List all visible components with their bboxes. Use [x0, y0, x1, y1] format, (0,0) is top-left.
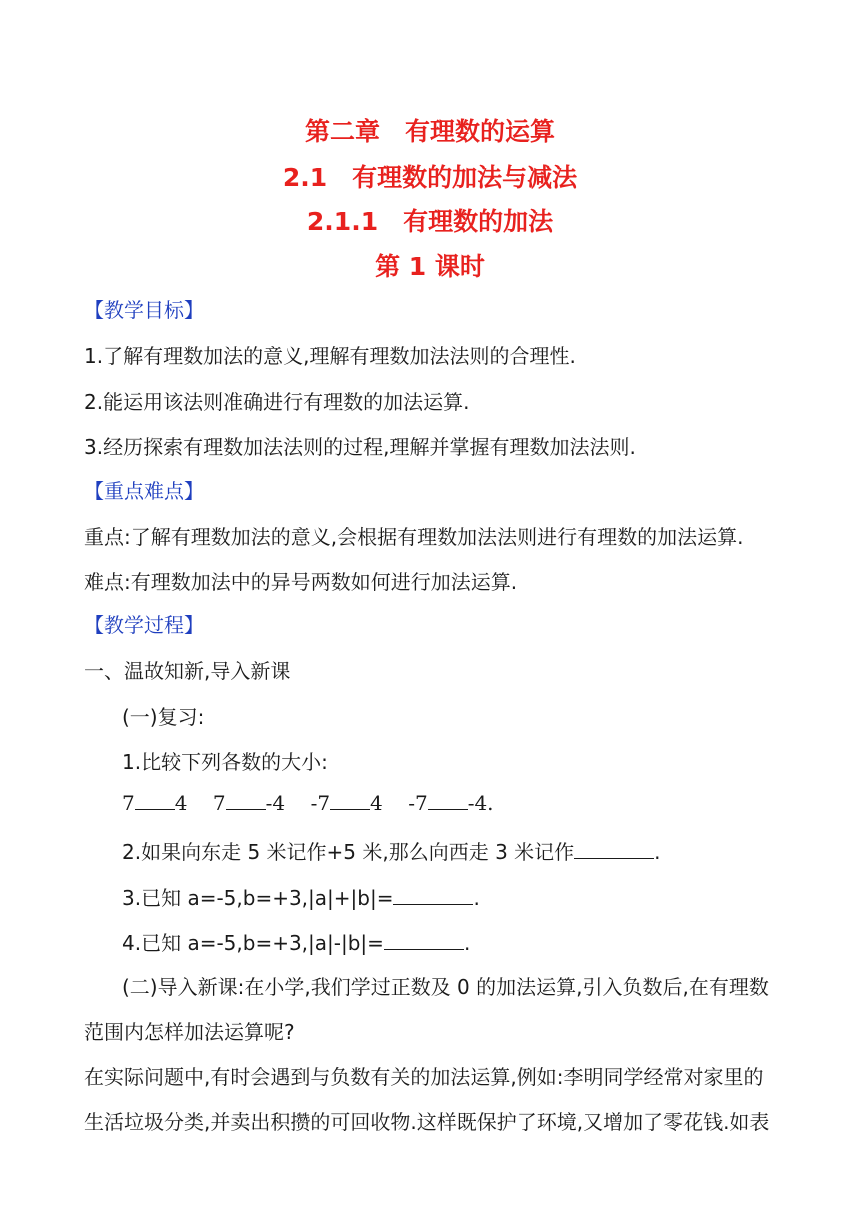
question-4 — [122, 927, 470, 956]
keypoint-focus: 重点:了解有理数加法的意义,会根据有理数加法法则进行有理数的加法运算. — [84, 525, 744, 549]
question-4-text: 4.已知 a=-5,b=+3,|a|-|b|= — [122, 931, 384, 955]
question-2 — [122, 836, 661, 865]
answer-blank[interactable] — [226, 791, 266, 810]
answer-blank[interactable] — [428, 791, 468, 810]
question-1: 1.比较下列各数的大小: — [122, 750, 328, 774]
paragraph-line-1: 在实际问题中,有时会遇到与负数有关的加法运算,例如:李明同学经常对家里的 — [84, 1065, 764, 1089]
question-3 — [122, 882, 480, 911]
q1-item: -4. — [467, 791, 494, 815]
part1-heading: 一、温故知新,导入新课 — [84, 659, 291, 683]
review-label: (一)复习: — [122, 705, 205, 729]
keypoints-heading: 【重点难点】 — [84, 479, 204, 503]
question-2-end: . — [654, 840, 661, 864]
q1-item: 7 — [212, 791, 226, 815]
chapter-title: 第二章 有理数的运算 — [304, 117, 555, 146]
q1-item: -7 — [310, 791, 331, 815]
keypoint-difficulty: 难点:有理数加法中的异号两数如何进行加法运算. — [84, 570, 518, 594]
paragraph-line-2: 生活垃圾分类,并卖出积攒的可回收物.这样既保护了环境,又增加了零花钱.如表 — [84, 1110, 770, 1134]
question-4-end: . — [463, 931, 471, 955]
answer-blank[interactable] — [135, 791, 175, 810]
subsection-title: 2.1.1 有理数的加法 — [306, 207, 554, 236]
answer-blank[interactable] — [574, 840, 654, 859]
intro-line-2: 范围内怎样加法运算呢? — [84, 1020, 295, 1044]
lesson-title: 第 1 课时 — [375, 252, 485, 281]
question-3-end: . — [473, 886, 480, 910]
q1-item: 4 — [370, 791, 383, 815]
q1-item: -4 — [265, 791, 286, 815]
answer-blank[interactable] — [393, 886, 473, 905]
goal-item-1: 1.了解有理数加法的意义,理解有理数加法法则的合理性. — [84, 344, 576, 368]
answer-blank[interactable] — [384, 931, 464, 950]
q1-item: 7 — [122, 791, 135, 815]
goals-heading: 【教学目标】 — [84, 298, 204, 322]
answer-blank[interactable] — [330, 791, 370, 810]
question-1-items — [122, 791, 494, 815]
intro-line-1: (二)导入新课:在小学,我们学过正数及 0 的加法运算,引入负数后,在有理数 — [122, 975, 769, 999]
process-heading: 【教学过程】 — [84, 613, 204, 637]
goal-item-2: 2.能运用该法则准确进行有理数的加法运算. — [84, 390, 470, 414]
q1-item: 4 — [174, 791, 188, 815]
question-2-text: 2.如果向东走 5 米记作+5 米,那么向西走 3 米记作 — [122, 840, 575, 864]
section-title: 2.1 有理数的加法与减法 — [282, 163, 578, 192]
question-3-text: 3.已知 a=-5,b=+3,|a|+|b|= — [122, 886, 394, 910]
goal-item-3: 3.经历探索有理数加法法则的过程,理解并掌握有理数加法法则. — [84, 435, 636, 459]
q1-item: -7 — [408, 791, 428, 815]
